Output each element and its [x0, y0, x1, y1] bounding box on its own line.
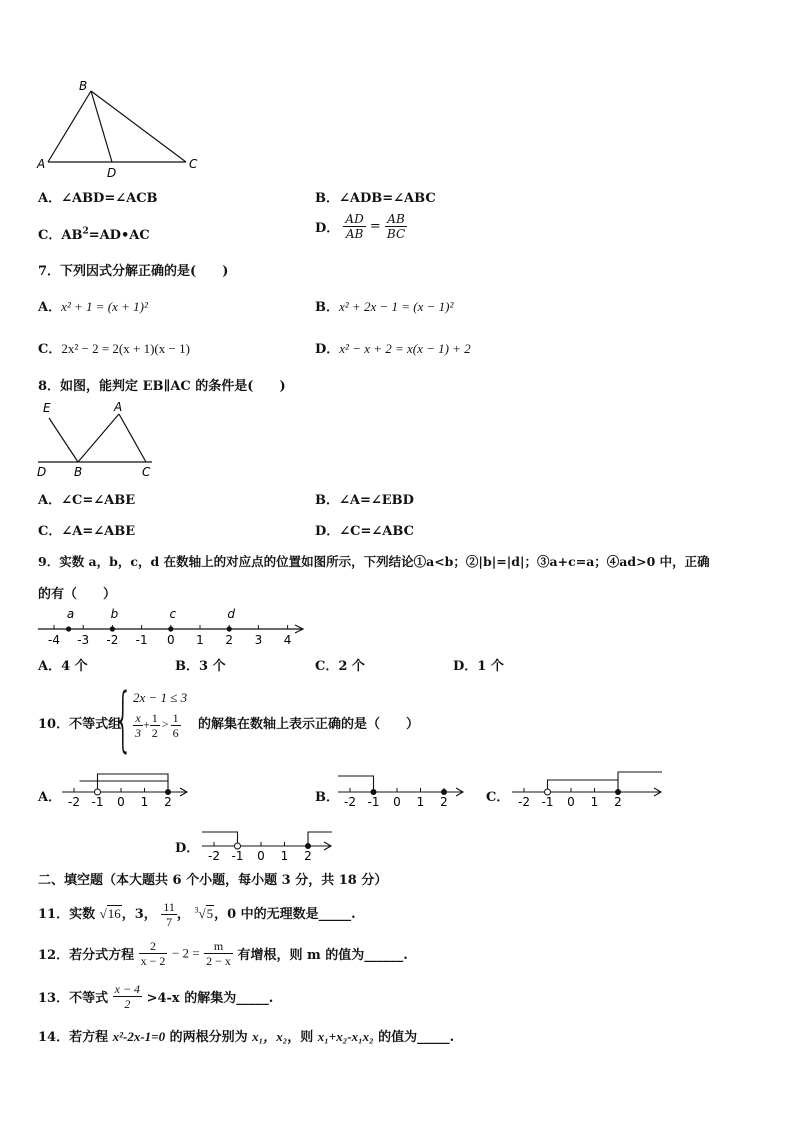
q8-label-c: C [142, 465, 151, 479]
q6-option-b[interactable]: B．∠ADB=∠ABC [315, 191, 436, 206]
q10-tick-label: -2 [208, 849, 220, 863]
q9-stem-line1: 9．实数 a，b，c，d 在数轴上的对应点的位置如图所示，下列结论①a<b；②|b|=|d|；③a+c=a；④ad>0 中，正确 [38, 554, 710, 569]
q10-tick-label: -1 [91, 795, 104, 809]
q12-stem: 12．若分式方程 $\frac{2}{x - 2}$ − 2 = $\frac{m}{2 - x}$ 有增根，则 m 的值为______. [38, 939, 408, 968]
q8-label-e: E [43, 401, 51, 415]
fraction-11-7: $\frac{11}{7}$ [163, 900, 175, 929]
q10-option-a-letter[interactable]: A． [38, 790, 62, 805]
fraction-m-over-2-x: $\frac{m}{2 - x}$ [206, 939, 231, 968]
q10-brace: { [113, 678, 134, 760]
q9-tick-label: -3 [77, 633, 90, 647]
q10-stem-post: 的解集在数轴上表示正确的是（ ） [198, 717, 420, 732]
q10-tick-label: -1 [541, 795, 554, 809]
q8-option-b[interactable]: B．∠A=∠EBD [315, 493, 414, 508]
fraction-2-over-x-2: $\frac{2}{x - 2}$ [140, 939, 166, 968]
fraction-ab-bc: $\frac{AB}{BC}$ [386, 212, 406, 241]
q6-label-d: D [107, 166, 117, 180]
q8-label-a: A [114, 400, 123, 414]
q10-tick-label: 2 [614, 795, 622, 809]
q8-label-d: D [37, 465, 47, 479]
q10-tick-label: 2 [440, 795, 448, 809]
q8-option-a[interactable]: A．∠C=∠ABE [38, 493, 136, 508]
fraction-ad-ab: $\frac{AD}{AB}$ [345, 212, 364, 241]
q10-inequality-2: $\frac{x}{3}$ + $\frac{1}{2}$ > $\frac{1}{6}$ [135, 711, 179, 740]
q10-tick-label: 0 [257, 849, 265, 863]
q9-number-line [36, 604, 308, 648]
sqrt-16: √16 [99, 906, 121, 921]
q9-tick-label: -1 [135, 633, 148, 647]
q9-option-d[interactable]: D．1 个 [453, 659, 504, 674]
q10-tick-label: -1 [367, 795, 380, 809]
q10-open-dot [95, 789, 101, 795]
q10-tick-label: 2 [164, 795, 172, 809]
q10-tick-label: -2 [68, 795, 80, 809]
q9-option-c[interactable]: C．2 个 [315, 659, 365, 674]
q8-option-c[interactable]: C．∠A=∠ABE [38, 524, 136, 539]
q7-option-d[interactable]: D．x² − x + 2 = x(x − 1) + 2 [315, 341, 471, 357]
q10-tick-label: 0 [393, 795, 401, 809]
q10-open-dot [545, 789, 551, 795]
q9-point-label-b: b [110, 607, 119, 621]
q10-solution-range [98, 774, 169, 792]
q10-solution-range [548, 780, 619, 792]
q10-tick-label: 0 [117, 795, 125, 809]
q10-stem-pre: 10．不等式组 [38, 717, 122, 732]
q10-solution-range [338, 776, 374, 792]
q10-option-b-letter[interactable]: B． [315, 790, 339, 805]
q10-tick-label: -2 [344, 795, 356, 809]
q6-label-c: C [189, 157, 198, 171]
q9-tick-label: 2 [225, 633, 234, 647]
q10-tick-label: 0 [567, 795, 575, 809]
q10-tick-label: -1 [231, 849, 244, 863]
cube-root-5: $^3$√5 [194, 905, 214, 921]
q10-option-d-letter[interactable]: D． [175, 841, 200, 856]
q9-tick-label: 4 [283, 633, 292, 647]
q9-stem-line2: 的有（ ） [38, 587, 117, 602]
q11-stem: 11．实数 √16，3， $\frac{11}{7}$ ， $^3$√5，0 中的无理数是_____. [38, 900, 356, 929]
q10-open-dot [235, 843, 241, 849]
q7-stem: 7．下列因式分解正确的是( ) [38, 264, 229, 279]
q10-option-c-letter[interactable]: C． [486, 790, 510, 805]
q9-point-a [66, 626, 71, 631]
q10-tick-label: 1 [416, 795, 425, 809]
q9-point-d [227, 626, 232, 631]
q10-inequality-1: 2x − 1 ≤ 3 [133, 690, 188, 705]
q10-tick-label: 1 [280, 849, 289, 863]
q9-tick-label: -2 [106, 633, 119, 647]
q14-stem: 14．若方程 x²-2x-1=0 的两根分别为 x₁，x₂，则 x₁+x₂-x₁x₂ 的值为_____. [38, 1029, 455, 1045]
q10-closed-dot [165, 789, 171, 795]
q10-option-c-numberline[interactable] [510, 770, 666, 814]
q6-label-a: A [37, 157, 46, 171]
q13-stem: 13．不等式 $\frac{x - 4}{2}$ >4-x 的解集为_____. [38, 982, 274, 1011]
q10-closed-dot [615, 789, 621, 795]
q8-figure [34, 398, 164, 480]
q9-point-label-c: c [169, 607, 177, 621]
q8-stem: 8．如图，能判定 EB∥AC 的条件是( ) [38, 379, 286, 394]
q9-tick-label: 1 [196, 633, 204, 647]
q9-option-b[interactable]: B．3 个 [175, 659, 226, 674]
q9-tick-label: 0 [166, 633, 175, 647]
q10-tick-label: 2 [304, 849, 312, 863]
fraction-x-4-over-2: $\frac{x - 4}{2}$ [114, 982, 141, 1011]
q9-option-a[interactable]: A．4 个 [38, 659, 88, 674]
q10-tick-label: 1 [590, 795, 599, 809]
q8-option-d[interactable]: D．∠C=∠ABC [315, 524, 414, 539]
q10-closed-dot [441, 789, 447, 795]
q10-option-a-numberline[interactable] [60, 770, 192, 814]
q10-tick-label: 1 [140, 795, 149, 809]
section-2-title: 二、填空题（本大题共 6 个小题，每小题 3 分，共 18 分） [38, 873, 388, 888]
q6-option-d[interactable]: D． $\frac{AD}{AB}$ = $\frac{AB}{BC}$ [315, 212, 406, 241]
q8-label-b: B [74, 465, 83, 479]
q6-triangle-figure [34, 76, 204, 180]
q9-tick-label: -4 [48, 633, 60, 647]
q9-point-label-d: d [227, 607, 236, 621]
q9-point-label-a: a [66, 607, 75, 621]
q7-option-b[interactable]: B．x² + 2x − 1 = (x − 1)² [315, 299, 454, 315]
q6-option-c[interactable]: C．$AB^2=AD•AC$ [38, 226, 150, 243]
q10-solution-range [202, 832, 238, 846]
q9-point-b [110, 626, 115, 631]
q10-tick-label: -2 [518, 795, 530, 809]
q10-option-b-numberline[interactable] [336, 770, 468, 814]
q7-option-a[interactable]: A．x² + 1 = (x + 1)² [38, 299, 148, 315]
q10-option-d-numberline[interactable] [200, 826, 336, 866]
q6-label-b: B [79, 79, 88, 93]
q9-tick-label: 3 [254, 633, 263, 647]
q9-point-c [168, 626, 173, 631]
q10-closed-dot [305, 843, 311, 849]
q7-option-c[interactable]: C．2x² − 2 = 2(x + 1)(x − 1) [38, 341, 190, 357]
q6-option-a[interactable]: A．∠ABD=∠ACB [38, 191, 158, 206]
q10-closed-dot [371, 789, 377, 795]
